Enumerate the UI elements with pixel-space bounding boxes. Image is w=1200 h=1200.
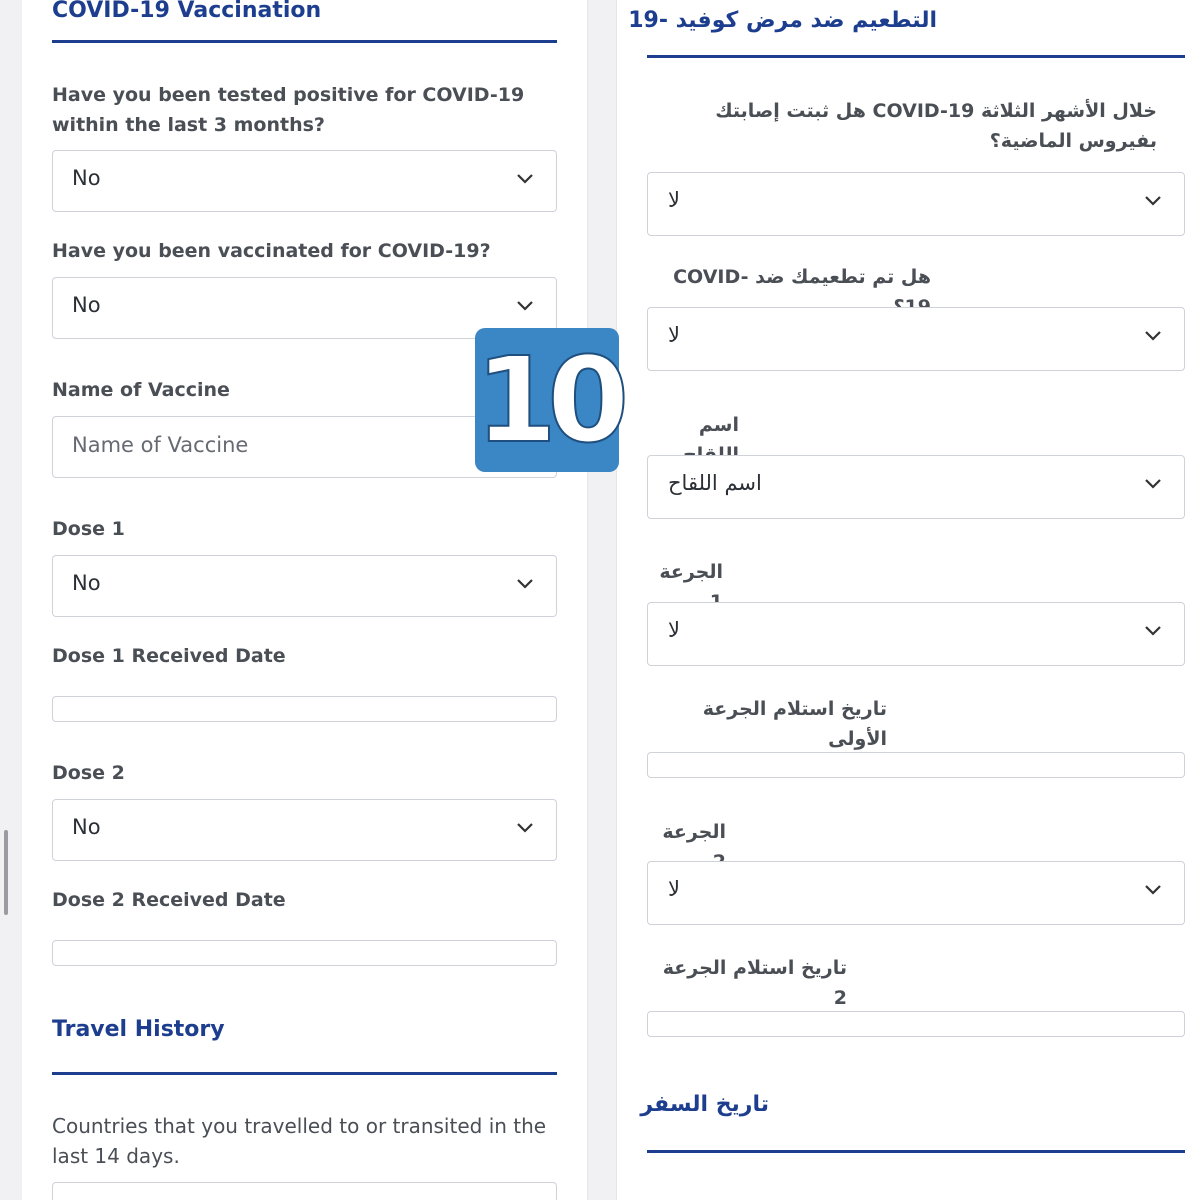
chevron-down-icon: [516, 173, 534, 185]
dose1-date-label-ar: تاريخ استلام الجرعة الأولى: [702, 698, 887, 750]
dose1-label-ar: الجرعة: [659, 561, 723, 583]
travel-countries-question: Countries that you travelled to or transited in the last 14 days.: [52, 1114, 547, 1168]
positive-test-select-ar[interactable]: [647, 172, 1185, 236]
dose2-value: No: [72, 815, 101, 839]
vaccinated-select-ar[interactable]: [647, 307, 1185, 371]
dose1-date-input[interactable]: [52, 696, 557, 722]
dose2-date-input[interactable]: [52, 940, 557, 966]
dose2-label: Dose 2: [52, 762, 125, 784]
dose1-label: Dose 1: [52, 518, 125, 540]
positive-test-question-ar: خلال الأشهر الثلاثة COVID-19 هل ثبتت إصابتك بفيروس الماضية؟: [715, 100, 1157, 152]
dose1-value: No: [72, 571, 101, 595]
chevron-down-icon: [516, 822, 534, 834]
chevron-down-icon: [1144, 625, 1162, 637]
vaccine-name-value-ar: اسم اللقاح: [668, 471, 762, 495]
dose1-date-label: Dose 1 Received Date: [52, 645, 286, 667]
vaccine-name-placeholder: Name of Vaccine: [72, 433, 249, 457]
form-panel-english: [22, 0, 588, 1200]
dose2-date-input-ar[interactable]: [647, 1011, 1185, 1037]
section-divider: [647, 1150, 1185, 1153]
section-divider: [52, 1072, 557, 1075]
dose1-select[interactable]: [52, 555, 557, 617]
vaccination-section-title: COVID-19 Vaccination: [52, 0, 322, 23]
dose2-label-ar: الجرعة: [662, 821, 726, 843]
vaccinated-value-ar: لا: [668, 323, 680, 347]
badge-number: 10: [475, 331, 620, 469]
dose1-value-ar: لا: [668, 618, 680, 642]
vaccine-name-select-ar[interactable]: [647, 455, 1185, 519]
vaccination-section-title-ar: التطعيم ضد مرض كوفيد -19: [628, 8, 937, 33]
dose1-date-input-ar[interactable]: [647, 752, 1185, 778]
dose2-select-ar[interactable]: [647, 861, 1185, 925]
chevron-down-icon: [1144, 195, 1162, 207]
chevron-down-icon: [1144, 330, 1162, 342]
chevron-down-icon: [1144, 884, 1162, 896]
positive-test-question: Have you been tested positive for COVID-19 within the last 3 months?: [52, 84, 525, 136]
travel-section-title-ar: تاريخ السفر: [640, 1092, 769, 1117]
positive-test-select[interactable]: [52, 150, 557, 212]
section-divider: [52, 40, 557, 43]
dose2-value-ar: لا: [668, 877, 680, 901]
vaccinated-value: No: [72, 293, 101, 317]
dose2-date-label-ar: تاريخ استلام الجرعة 2: [662, 957, 847, 1009]
section-divider: [647, 55, 1185, 58]
vaccinated-question-ar: هل تم تطعيمك ضد COVID-: [673, 266, 931, 288]
vaccine-name-label: Name of Vaccine: [52, 379, 230, 401]
dose2-date-label: Dose 2 Received Date: [52, 889, 286, 911]
scrollbar[interactable]: [4, 830, 8, 915]
dose1-select-ar[interactable]: [647, 602, 1185, 666]
positive-test-value: No: [72, 166, 101, 190]
vaccinated-question: Have you been vaccinated for COVID-19?: [52, 240, 491, 262]
form-panel-arabic: [616, 0, 1200, 1200]
dose2-select[interactable]: [52, 799, 557, 861]
chevron-down-icon: [1144, 478, 1162, 490]
chevron-down-icon: [516, 578, 534, 590]
travel-section-title: Travel History: [52, 1017, 225, 1042]
chevron-down-icon: [516, 300, 534, 312]
vaccine-name-label-ar: اسم: [698, 414, 739, 436]
number-badge: [475, 328, 619, 472]
travel-countries-select[interactable]: [52, 1182, 557, 1200]
positive-test-value-ar: لا: [668, 188, 680, 212]
